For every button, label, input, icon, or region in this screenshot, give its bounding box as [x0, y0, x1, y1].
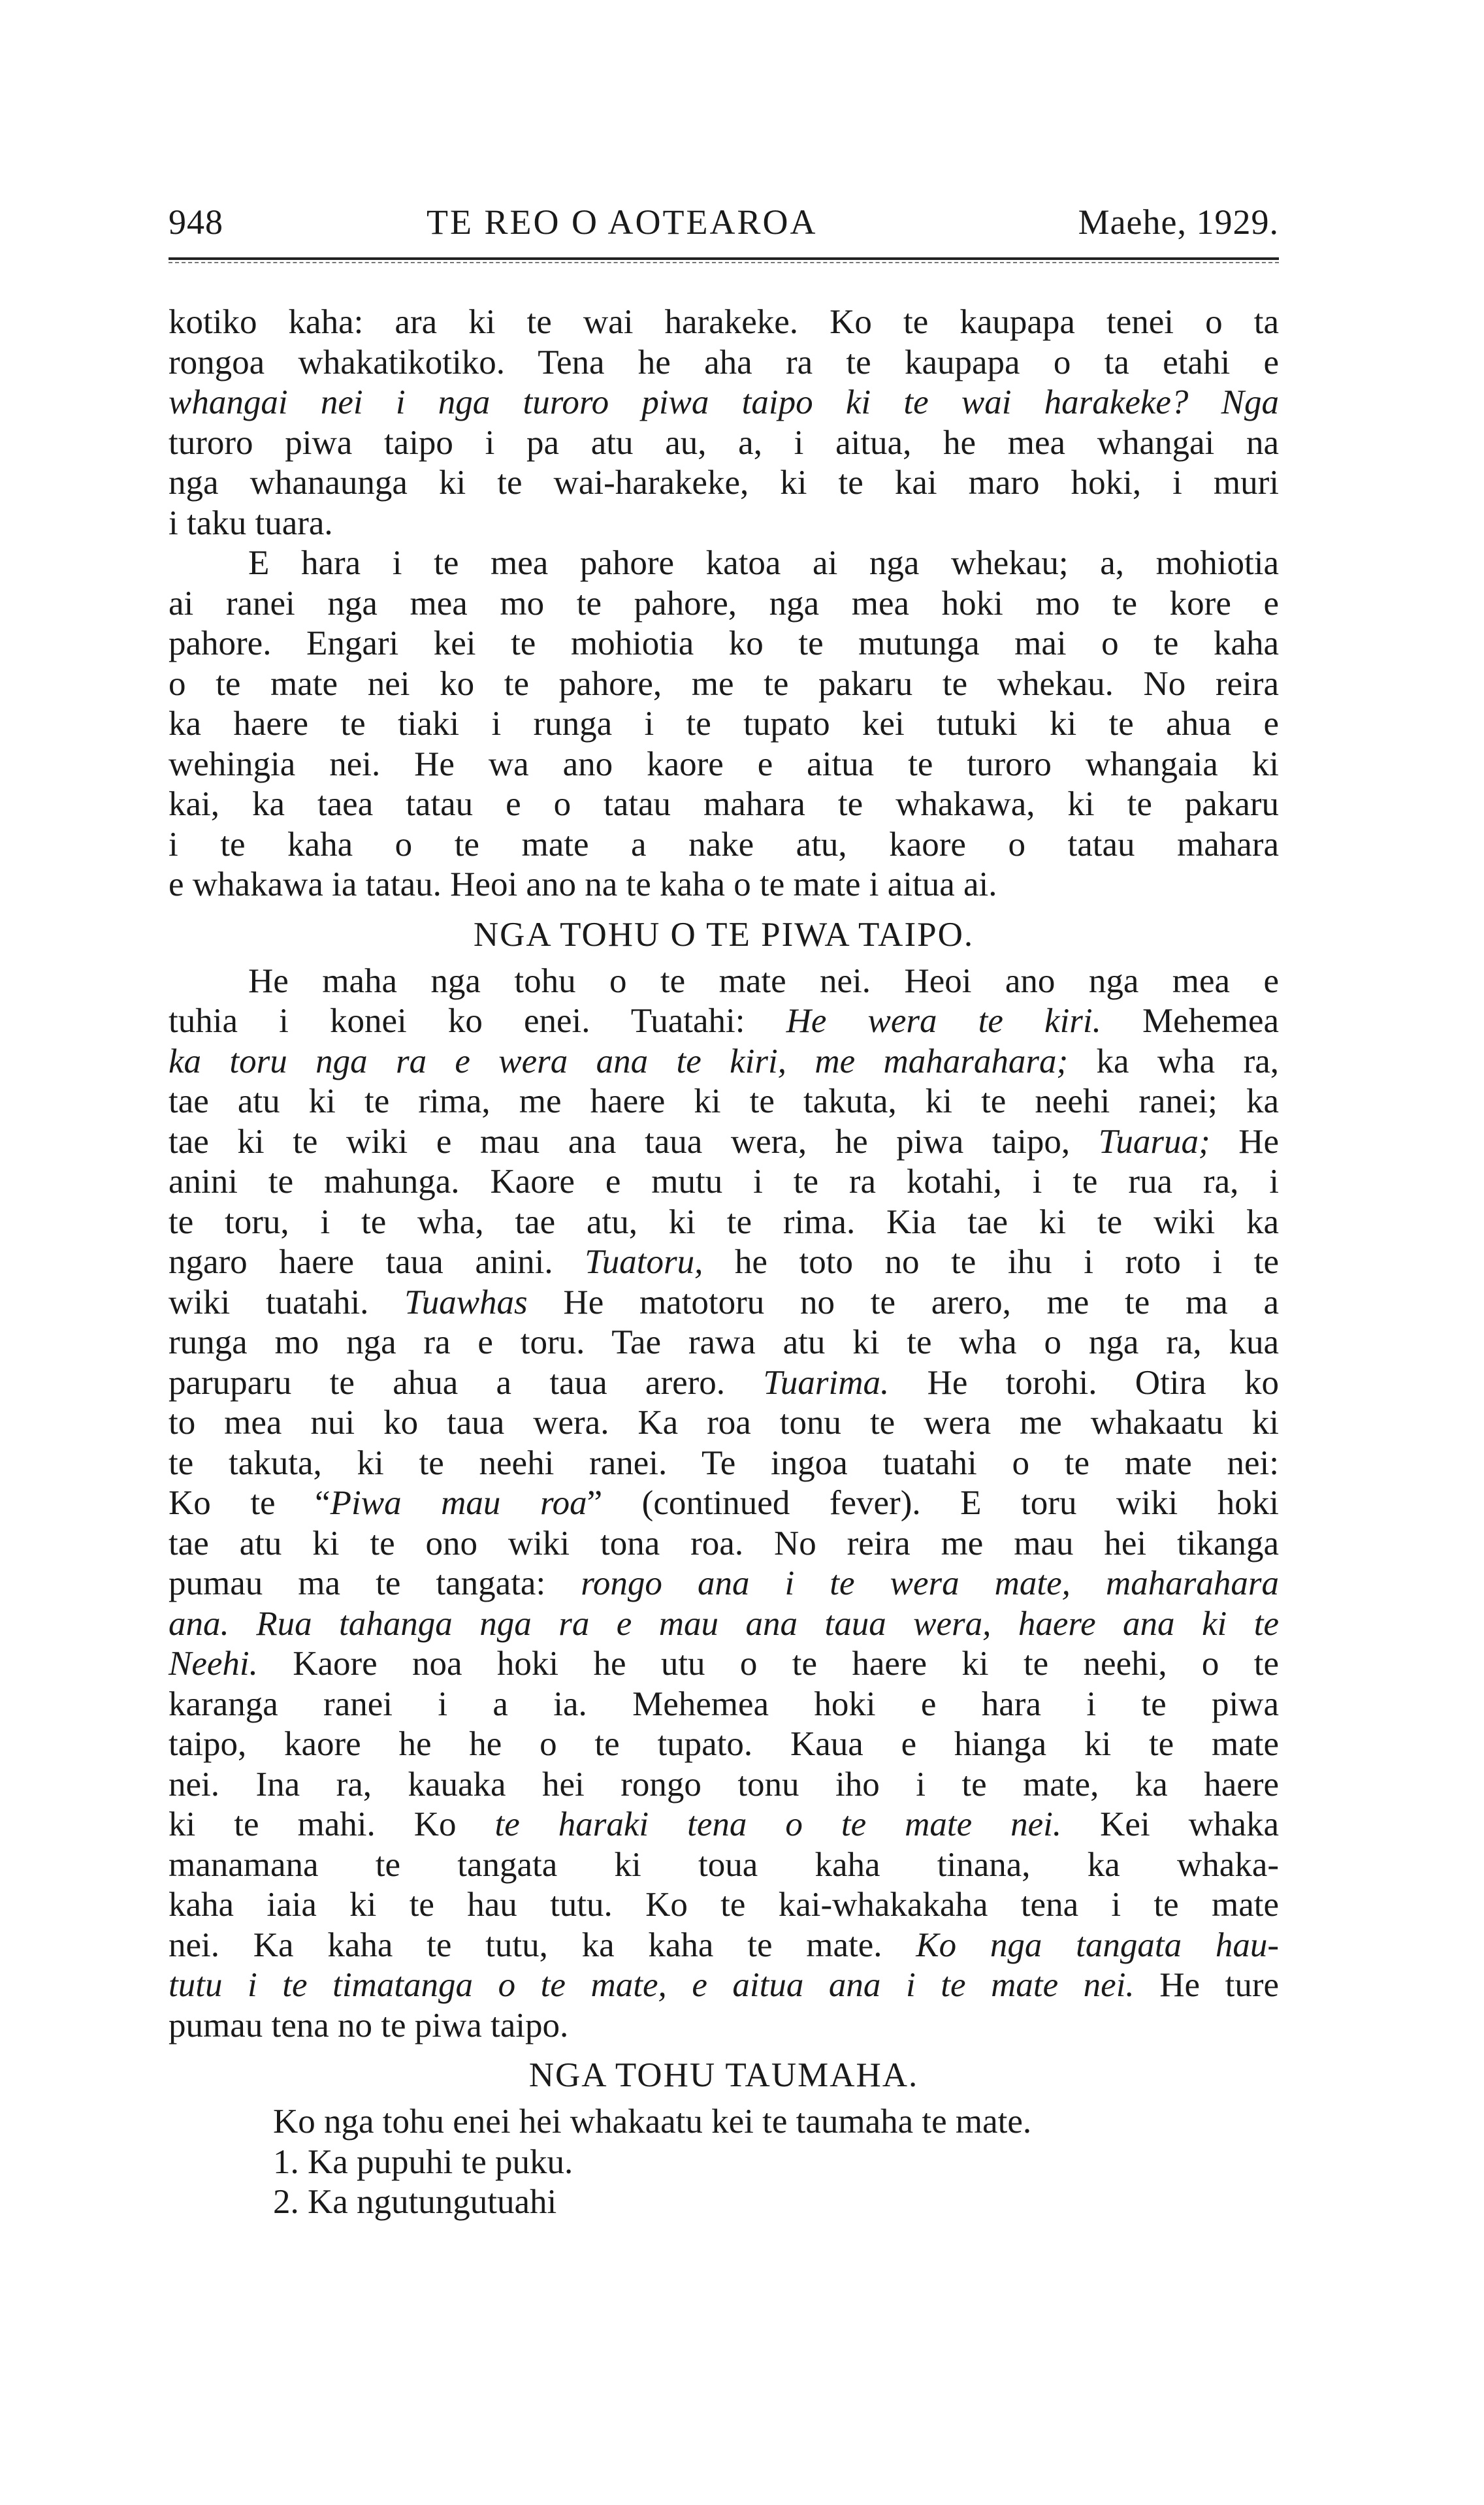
text-line: i te kaha o te mate a nake atu, kaore o tatau mahara [169, 825, 1279, 864]
list-item: 1. Ka pupuhi te puku. [273, 2142, 573, 2181]
text-line: runga mo nga ra e toru. Tae rawa atu ki te wha o nga ra, kua [169, 1323, 1279, 1361]
text-line: ka haere te tiaki i runga i te tupato kei tutuki ki te ahua e [169, 705, 1279, 743]
paragraph-1 [169, 302, 1279, 543]
section-heading-severe-signs: NGA TOHU TAUMAHA. [528, 2056, 919, 2094]
text-line: pahore. Engari kei te mohiotia ko te mutunga mai o te kaha [169, 624, 1279, 662]
text-line: te toru, i te wha, tae atu, ki te rima. Kia tae ki te wiki ka [169, 1203, 1279, 1241]
text-line: E hara i te mea pahore katoa ai nga whekau; a, mohiotia [248, 544, 1279, 582]
text-line: tae atu ki te ono wiki tona roa. No reira me mau hei tikanga [169, 1524, 1279, 1562]
text-line: pumau tena no te piwa taipo. [169, 2006, 569, 2044]
text-line: kotiko kaha: ara ki te wai harakeke. Ko te kaupapa tenei o ta [169, 303, 1279, 341]
text-line: nei. Ina ra, kauaka hei rongo tonu iho i te mate, ka haere [169, 1765, 1279, 1803]
text-line: taipo, kaore he he o te tupato. Kaua e hianga ki te mate [169, 1725, 1279, 1763]
text-line: tae ki te wiki e mau ana taua wera, he piwa taipo, Tuarua; He [169, 1122, 1279, 1161]
paragraph-3 [169, 962, 1279, 2046]
header-rule [169, 257, 1279, 263]
text-line: kai, ka taea tatau e o tatau mahara te whakawa, ki te pakaru [169, 785, 1279, 823]
severe-signs-list [169, 2102, 1279, 2223]
text-line: kaha iaia ki te hau tutu. Ko te kai-whakakaha tena i te mate [169, 1886, 1279, 1924]
text-line: to mea nui ko taua wera. Ka roa tonu te wera me whakaatu ki [169, 1404, 1279, 1442]
text-line: ai ranei nga mea mo te pahore, nga mea hoki mo te kore e [169, 584, 1279, 622]
text-line: whangai nei i nga turoro piwa taipo ki te wai harakeke? Nga [169, 383, 1279, 421]
text-line: ki te mahi. Ko te haraki tena o te mate nei. Kei whaka [169, 1805, 1279, 1843]
running-header [169, 196, 1279, 248]
text-line: He maha nga tohu o te mate nei. Heoi ano nga mea e [248, 962, 1279, 1000]
article-body [169, 302, 1279, 2223]
page-number: 948 [169, 202, 223, 242]
text-line: rongoa whakatikotiko. Tena he aha ra te kaupapa o ta etahi e [169, 343, 1279, 381]
text-line: Ko te “Piwa mau roa” (continued fever). E toru wiki hoki [169, 1484, 1279, 1522]
text-line: nei. Ka kaha te tutu, ka kaha te mate. Ko nga tangata hau- [169, 1926, 1279, 1964]
text-line: wehingia nei. He wa ano kaore e aitua te turoro whangaia ki [169, 745, 1279, 783]
paragraph-2 [169, 543, 1279, 905]
text-line: manamana te tangata ki toua kaha tinana, ka whaka- [169, 1845, 1279, 1884]
text-line: tuhia i konei ko enei. Tuatahi: He wera te kiri. Mehemea [169, 1002, 1280, 1040]
text-line: tae atu ki te rima, me haere ki te takuta, ki te neehi ranei; ka [169, 1082, 1279, 1120]
text-line: paruparu te ahua a taua arero. Tuarima. He torohi. Otira ko [169, 1363, 1279, 1402]
text-line: nga whanaunga ki te wai-harakeke, ki te kai maro hoki, i muri [169, 464, 1279, 502]
text-line: karanga ranei i a ia. Mehemea hoki e hara i te piwa [169, 1685, 1279, 1723]
text-line: turoro piwa taipo i pa atu au, a, i aitua, he mea whangai na [169, 423, 1279, 462]
text-line: ana. Rua tahanga nga ra e mau ana taua wera, haere ana ki te [169, 1604, 1279, 1643]
text-line: ka toru nga ra e wera ana te kiri, me maharahara; ka wha ra, [169, 1042, 1279, 1080]
text-line: i taku tuara. [169, 504, 333, 542]
journal-title: TE REO O AOTEAROA [427, 202, 818, 242]
list-intro: Ko nga tohu enei hei whakaatu kei te taumaha te mate. [273, 2103, 1032, 2141]
section-heading-symptoms: NGA TOHU O TE PIWA TAIPO. [473, 915, 975, 954]
text-line: pumau ma te tangata: rongo ana i te wera mate, maharahara [169, 1564, 1280, 1602]
issue-date: Maehe, 1929. [1078, 202, 1279, 242]
text-line: ngaro haere taua anini. Tuatoru, he toto no te ihu i roto i te [169, 1243, 1279, 1281]
text-line: te takuta, ki te neehi ranei. Te ingoa tuatahi o te mate nei: [169, 1444, 1279, 1482]
text-line: anini te mahunga. Kaore e mutu i te ra kotahi, i te rua ra, i [169, 1163, 1279, 1201]
text-line: wiki tuatahi. Tuawhas He matotoru no te arero, me te ma a [169, 1283, 1279, 1321]
text-line: o te mate nei ko te pahore, me te pakaru te whekau. No reira [169, 664, 1279, 703]
text-line: Neehi. Kaore noa hoki he utu o te haere ki te neehi, o te [169, 1645, 1279, 1683]
list-item: 2. Ka ngutungutuahi [273, 2183, 557, 2221]
text-line: tutu i te timatanga o te mate, e aitua ana i te mate nei. He ture [169, 1966, 1279, 2004]
page [169, 196, 1279, 2223]
text-line: e whakawa ia tatau. Heoi ano na te kaha o te mate i aitua ai. [169, 865, 997, 903]
